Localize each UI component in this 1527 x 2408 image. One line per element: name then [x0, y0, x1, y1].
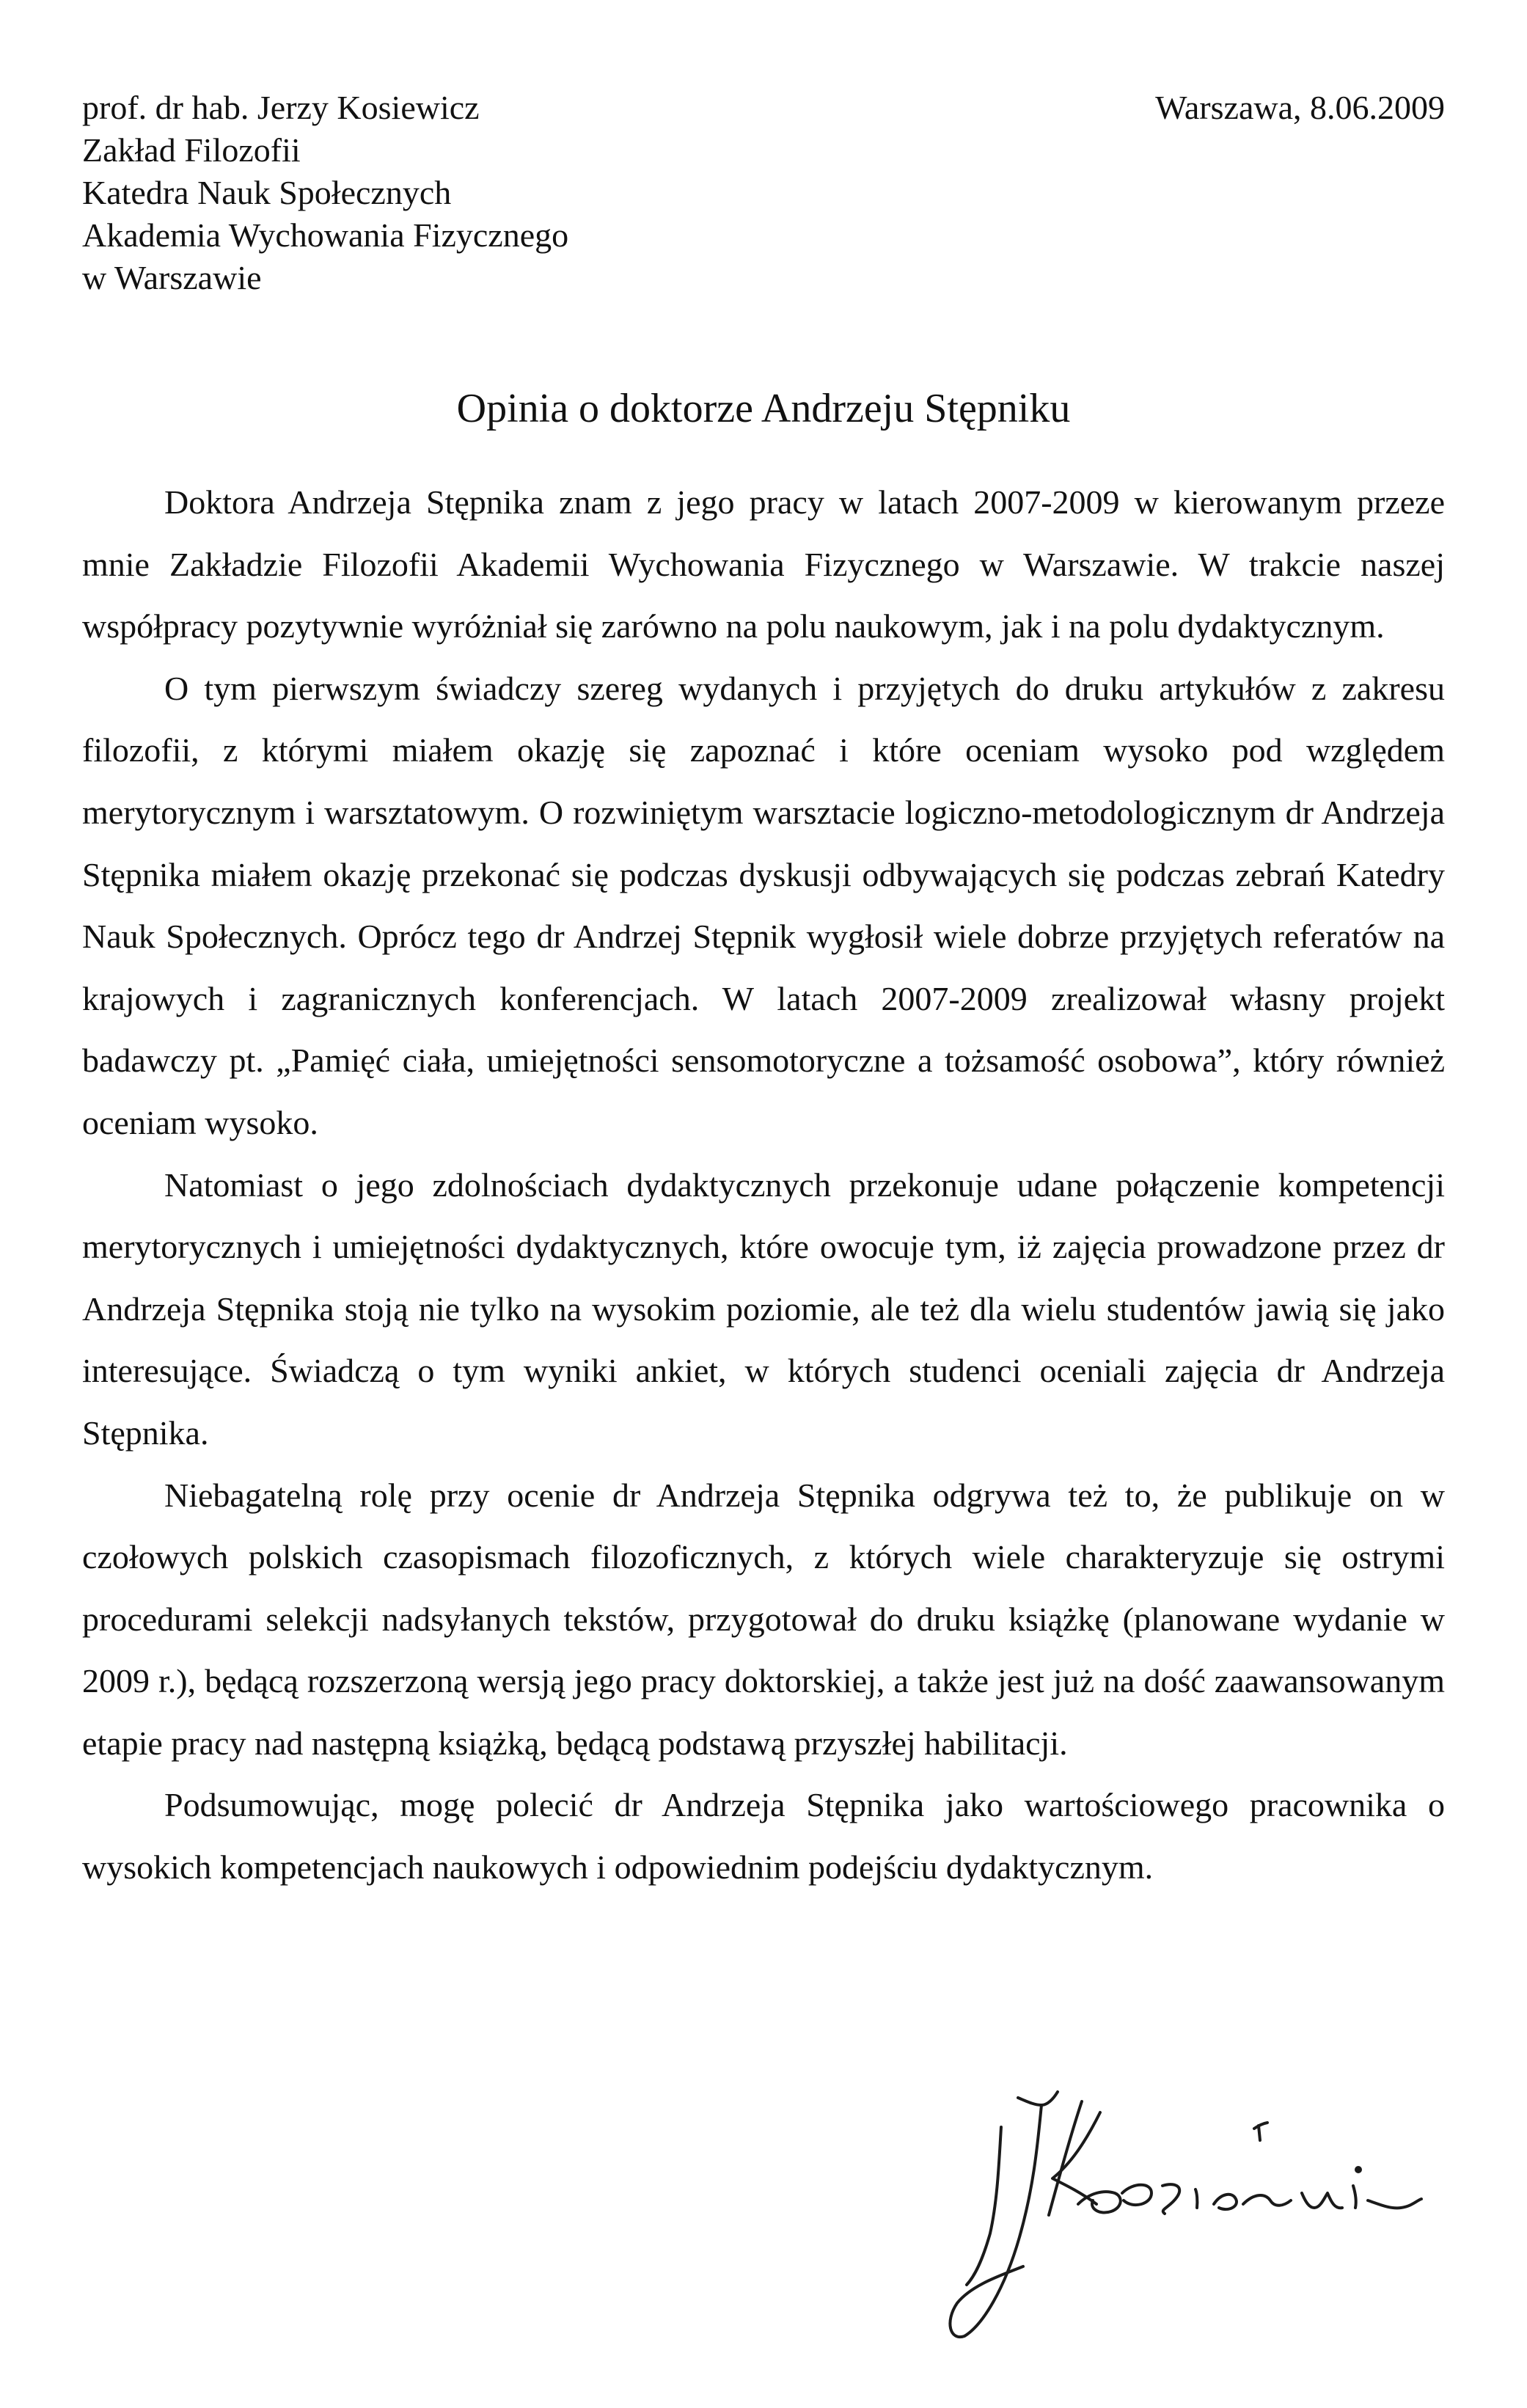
signature-icon: [931, 2083, 1430, 2354]
sender-city: w Warszawie: [82, 259, 262, 296]
sender-block: [82, 87, 568, 299]
sender-department: Zakład Filozofii: [82, 131, 301, 169]
paragraph-2: O tym pierwszym świadczy szereg wydanych i przyjętych do druku artykułów z zakresu filozofii, z którymi miałem okazję się zapoznać i które oceniam wysoko pod względem merytorycznym i warsztatowym. O rozwiniętym warsztacie logiczno-metodologicznym dr Andrzeja Stępnika miałem okazję przekonać się podczas dyskusji odbywających się podczas zebrań Katedry Nauk Społecznych. Oprócz tego dr Andrzej Stępnik wygłosił wiele dobrze przyjętych referatów na krajowych i zagranicznych konferencjach. W latach 2007-2009 zrealizował własny projekt badawczy pt. „Pamięć ciała, umiejętności sensomotoryczne a tożsamość osobowa”, który również oceniam wysoko.: [82, 669, 1445, 1141]
paragraph-3: Natomiast o jego zdolnościach dydaktycznych przekonuje udane połączenie kompetencji merytorycznych i umiejętności dydaktycznych, które owocuje tym, iż zajęcia prowadzone przez dr Andrzeja Stępnika stoją nie tylko na wysokim poziomie, ale też dla wielu studentów jawią się jako interesujące. Świadczą o tym wyniki ankiet, w których studenci oceniali zajęcia dr Andrzeja Stępnika.: [82, 1165, 1445, 1452]
sender-institution: Akademia Wychowania Fizycznego: [82, 216, 569, 254]
letter-body: [82, 472, 1445, 1899]
paragraph-4: Niebagatelną rolę przy ocenie dr Andrzeja Stępnika odgrywa też to, że publikuje on w czołowych polskich czasopismach filozoficznych, z których wiele charakteryzuje się ostrymi procedurami selekcji nadsyłanych tekstów, przygotował do druku książkę (planowane wydanie w 2009 r.), będącą rozszerzoną wersją jego pracy doktorskiej, a także jest już na dość zaawansowanym etapie pracy nad następną książką, będącą podstawą przyszłej habilitacji.: [82, 1476, 1445, 1762]
paragraph-5: Podsumowując, mogę polecić dr Andrzeja Stępnika jako wartościowego pracownika o wysokich kompetencjach naukowych i odpowiednim podejściu dydaktycznym.: [82, 1786, 1445, 1886]
sender-name: prof. dr hab. Jerzy Kosiewicz: [82, 89, 480, 126]
place-date: Warszawa, 8.06.2009: [1155, 89, 1445, 126]
paragraph-1: Doktora Andrzeja Stępnika znam z jego pracy w latach 2007-2009 w kierowanym przeze mnie Zakładzie Filozofii Akademii Wychowania Fizycznego w Warszawie. W trakcie naszej współpracy pozytywnie wyróżniał się zarówno na polu naukowym, jak i na polu dydaktycznym.: [82, 483, 1445, 645]
document-title: Opinia o doktorze Andrzeju Stępniku: [456, 386, 1071, 431]
sender-chair: Katedra Nauk Społecznych: [82, 174, 452, 211]
